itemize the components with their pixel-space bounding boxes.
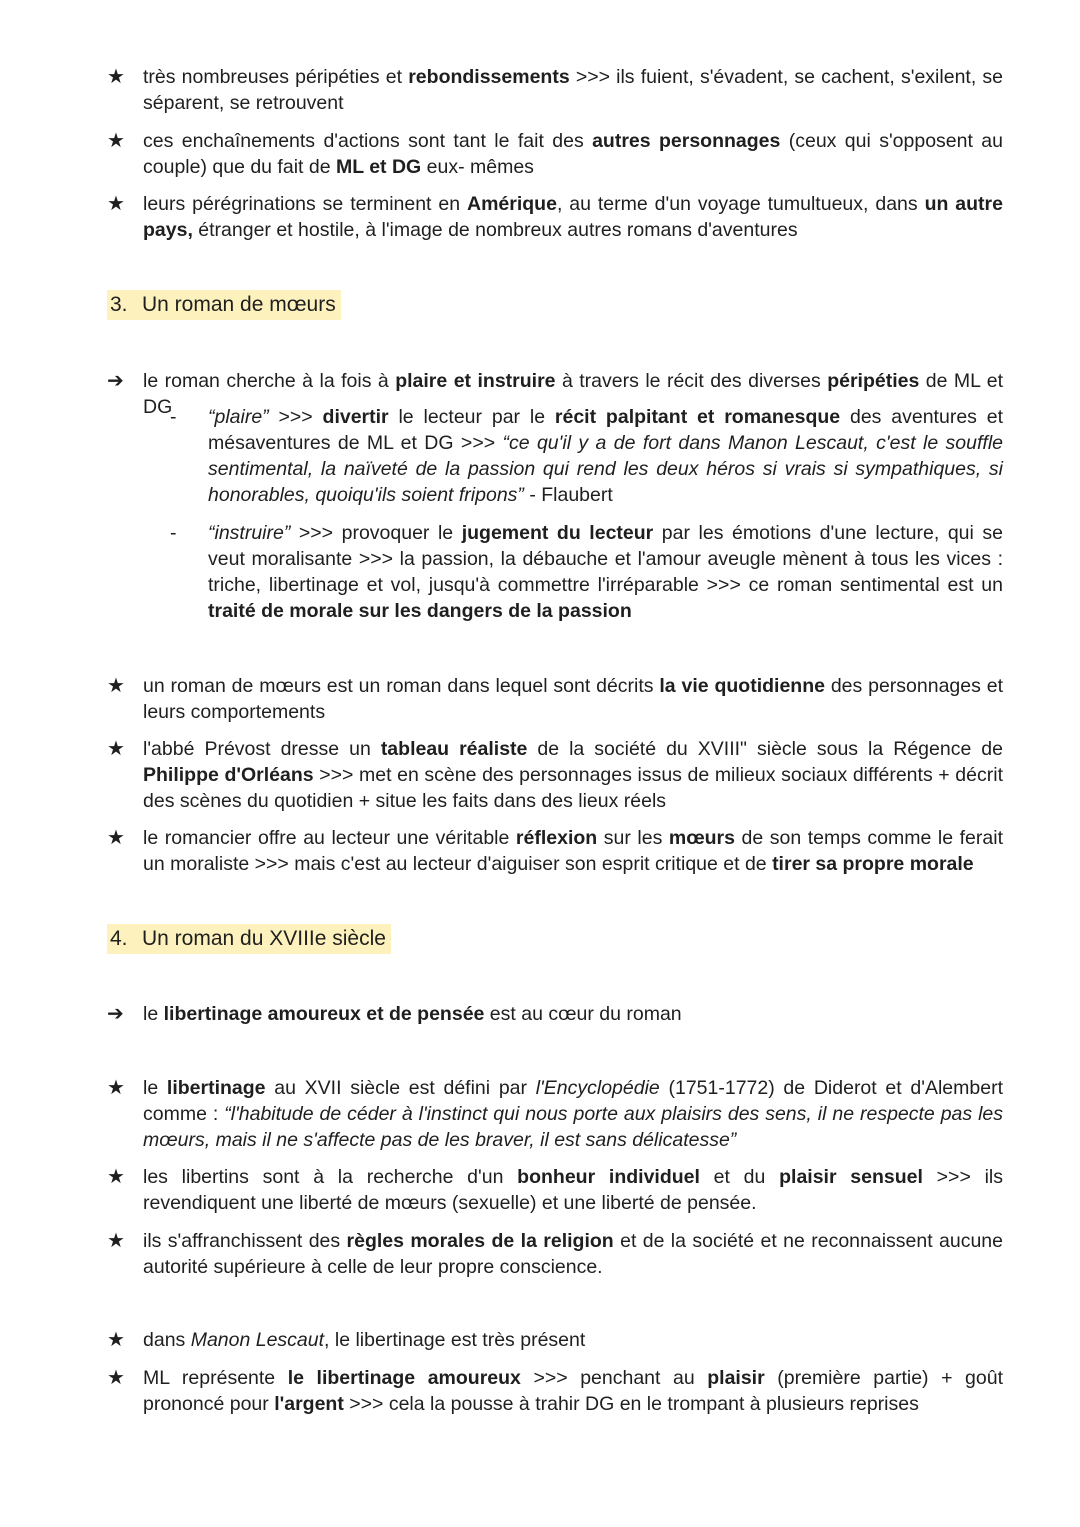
section-number: 3. xyxy=(110,293,128,316)
arrow-point-text: le roman cherche à la fois à plaire et instruire à travers le récit des diverses péripéties de ML et DG xyxy=(143,370,1004,418)
sub-point-text: “plaire” >>> divertir le lecteur par le récit palpitant et romanesque des aventures et mésaventures de ML et DG >>> “ce qu'il y a de fort dans Manon Lescaut, c'est le souffle sentimental, la naïveté de la passion qui rend les deux héros si vrais si sympathiques, si honorables, quoiqu'ils soient fripons” - Flaubert xyxy=(208,406,1004,506)
star-bullet-icon: ★ xyxy=(107,66,125,88)
bullet-text: le libertinage au XVII siècle est défini par l'Encyclopédie (1751-1772) de Diderot et d'Alembert comme : “l'habitude de céder à l'instinct qui nous porte aux plaisirs des sens, il ne respecte pas les mœurs, mais il ne s'affecte pas de les braver, il est sans délicatesse” xyxy=(143,1077,1003,1151)
sub-point-instruire xyxy=(170,520,1003,624)
bullet-text: ces enchaînements d'actions sont tant le fait des autres personnages (ceux qui s'opposent au couple) que du fait de ML et DG eux- mêmes xyxy=(143,130,1003,178)
bullet-text: ML représente le libertinage amoureux >>> penchant au plaisir (première partie) + goût prononcé pour l'argent >>> cela la pousse à trahir DG en le trompant à plusieurs reprises xyxy=(143,1367,1003,1415)
arrow-bullet-icon: ➔ xyxy=(107,1003,124,1025)
bullet-item xyxy=(107,128,1003,180)
star-bullet-icon: ★ xyxy=(107,1367,125,1389)
star-bullet-icon: ★ xyxy=(107,1329,125,1351)
section-number: 4. xyxy=(110,927,128,950)
bullet-text: leurs pérégrinations se terminent en Amérique, au terme d'un voyage tumultueux, dans un autre pays, étranger et hostile, à l'image de nombreux autres romans d'aventures xyxy=(143,193,1003,241)
section-title: Un roman de mœurs xyxy=(142,293,336,316)
star-bullet-icon: ★ xyxy=(107,1166,125,1188)
bullet-text: l'abbé Prévost dresse un tableau réaliste de la société du XVIII" siècle sous la Régence de Philippe d'Orléans >>> met en scène des personnages issus de milieux sociaux différents + décrit des scènes du quotidien + situe les faits dans des lieux réels xyxy=(143,738,1003,812)
bullet-text: le romancier offre au lecteur une véritable réflexion sur les mœurs de son temps comme le ferait un moraliste >>> mais c'est au lecteur d'aiguiser son esprit critique et de tirer sa propre morale xyxy=(143,827,1003,875)
bullet-item xyxy=(107,1327,1003,1353)
bullet-text: dans Manon Lescaut, le libertinage est très présent xyxy=(143,1329,586,1351)
star-bullet-icon: ★ xyxy=(107,827,125,849)
bullet-item xyxy=(107,1365,1003,1417)
bullet-text: ils s'affranchissent des règles morales de la religion et de la société et ne reconnaissent aucune autorité supérieure à celle de leur propre conscience. xyxy=(143,1230,1003,1278)
dash-bullet-icon: - xyxy=(170,406,177,428)
star-bullet-icon: ★ xyxy=(107,738,125,760)
arrow-point xyxy=(107,1001,1003,1027)
bullet-item xyxy=(107,673,1003,725)
bullet-item xyxy=(107,1228,1003,1280)
section-heading-4 xyxy=(107,924,391,954)
bullet-item xyxy=(107,825,1003,877)
bullet-item xyxy=(107,64,1003,116)
bullet-text: un roman de mœurs est un roman dans lequel sont décrits la vie quotidienne des personnages et leurs comportements xyxy=(143,675,1003,723)
bullet-item xyxy=(107,1075,1003,1153)
sub-point-plaire xyxy=(170,404,1003,508)
star-bullet-icon: ★ xyxy=(107,675,125,697)
section-heading-3 xyxy=(107,290,341,320)
star-bullet-icon: ★ xyxy=(107,130,125,152)
bullet-item xyxy=(107,191,1003,243)
sub-point-text: “instruire” >>> provoquer le jugement du lecteur par les émotions d'une lecture, qui se veut moralisante >>> la passion, la débauche et l'amour aveugle mènent à tous les vices : triche, libertinage et vol, jusqu'à commettre l'irréparable >>> ce roman sentimental est un traité de morale sur les dangers de la passion xyxy=(208,522,1004,622)
star-bullet-icon: ★ xyxy=(107,193,125,215)
bullet-item xyxy=(107,736,1003,814)
arrow-point-text: le libertinage amoureux et de pensée est au cœur du roman xyxy=(143,1003,682,1025)
section-title: Un roman du XVIIIe siècle xyxy=(142,927,386,950)
star-bullet-icon: ★ xyxy=(107,1077,125,1099)
arrow-bullet-icon: ➔ xyxy=(107,370,124,392)
dash-bullet-icon: - xyxy=(170,522,177,544)
bullet-item xyxy=(107,1164,1003,1216)
bullet-text: les libertins sont à la recherche d'un bonheur individuel et du plaisir sensuel >>> ils revendiquent une liberté de mœurs (sexuelle) et une liberté de pensée. xyxy=(143,1166,1003,1214)
star-bullet-icon: ★ xyxy=(107,1230,125,1252)
bullet-text: très nombreuses péripéties et rebondissements >>> ils fuient, s'évadent, se cachent, s'exilent, se séparent, se retrouvent xyxy=(143,66,1003,114)
